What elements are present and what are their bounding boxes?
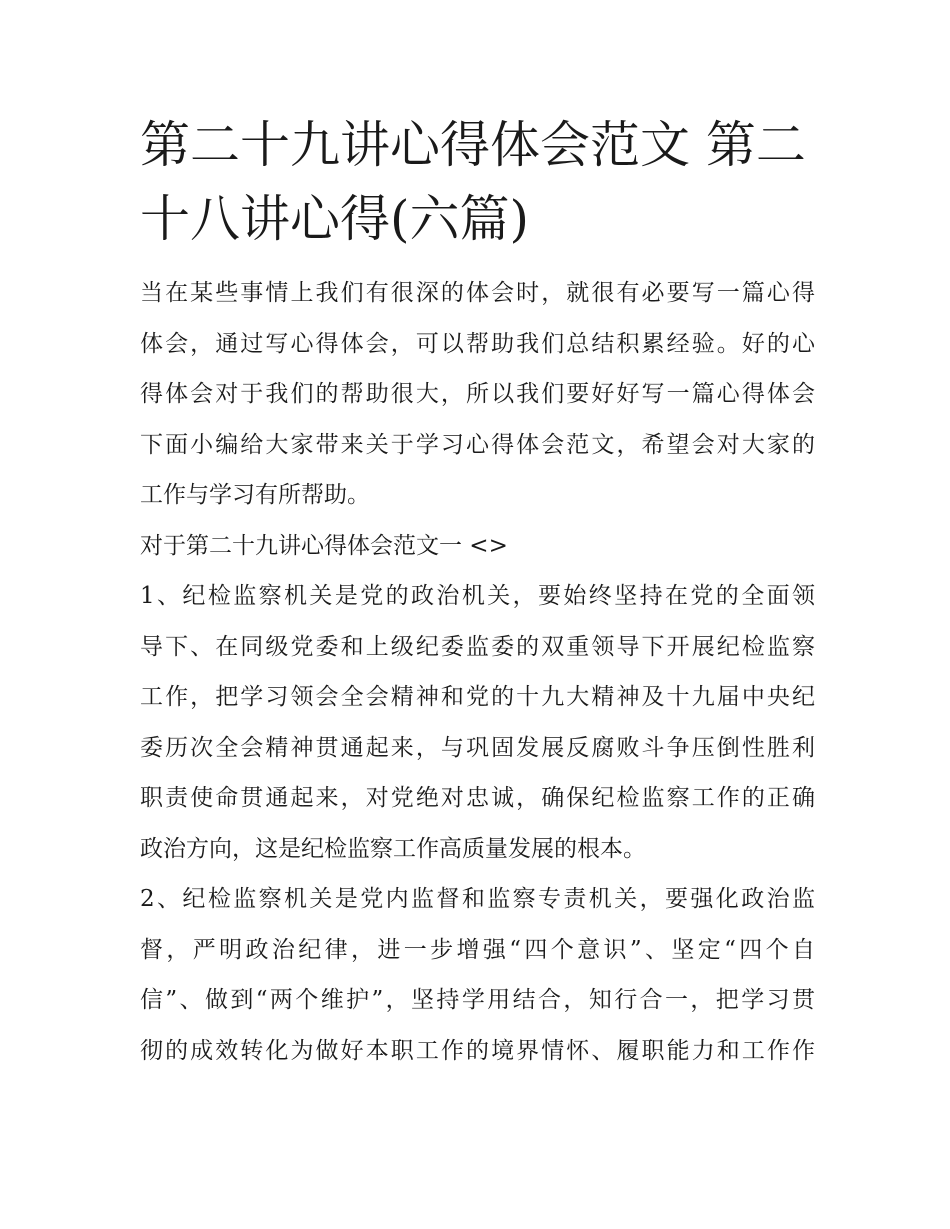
title-line-1: 第二十九讲心得体会范文 第二 (140, 116, 806, 174)
text-line: 督，严明政治纪律，进一步增强“四个意识”、坚定“四个自 (140, 936, 815, 963)
intro-paragraph (140, 268, 815, 521)
document-title (140, 108, 815, 256)
text-line: 体会，通过写心得体会，可以帮助我们总结积累经验。好的心 (140, 330, 815, 357)
text-line: 1、纪检监察机关是党的政治机关，要始终坚持在党的全面领 (140, 583, 815, 609)
text-line: 彻的成效转化为做好本职工作的境界情怀、履职能力和工作作 (140, 1037, 815, 1064)
numbered-paragraph-1 (140, 571, 815, 874)
title-line-2: 十八讲心得(六篇) (140, 190, 530, 248)
text-line: 2、纪检监察机关是党内监督和监察专责机关，要强化政治监 (140, 886, 815, 912)
text-line: 当在某些事情上我们有很深的体会时，就很有必要写一篇心得 (140, 280, 815, 306)
document-page (140, 108, 815, 1076)
text-line: 下面小编给大家带来关于学习心得体会范文，希望会对大家的 (140, 431, 815, 458)
section-heading (140, 521, 815, 572)
text-line: 委历次全会精神贯通起来，与巩固发展反腐败斗争压倒性胜利 (140, 734, 815, 761)
text-line: 职责使命贯通起来，对党绝对忠诚，确保纪检监察工作的正确 (140, 785, 815, 811)
text-line: 工作，把学习领会全会精神和党的十九大精神及十九届中央纪 (140, 684, 815, 710)
numbered-paragraph-2 (140, 874, 815, 1076)
text-line: 工作与学习有所帮助。 (140, 482, 370, 508)
text-line: 信”、做到“两个维护”，坚持学用结合，知行合一，把学习贯 (140, 987, 815, 1013)
text-line: 得体会对于我们的帮助很大，所以我们要好好写一篇心得体会 (140, 381, 815, 407)
text-line: 对于第二十九讲心得体会范文一 <> (140, 532, 508, 559)
text-line: 导下、在同级党委和上级纪委监委的双重领导下开展纪检监察 (140, 633, 815, 660)
text-line: 政治方向，这是纪检监察工作高质量发展的根本。 (140, 835, 646, 862)
